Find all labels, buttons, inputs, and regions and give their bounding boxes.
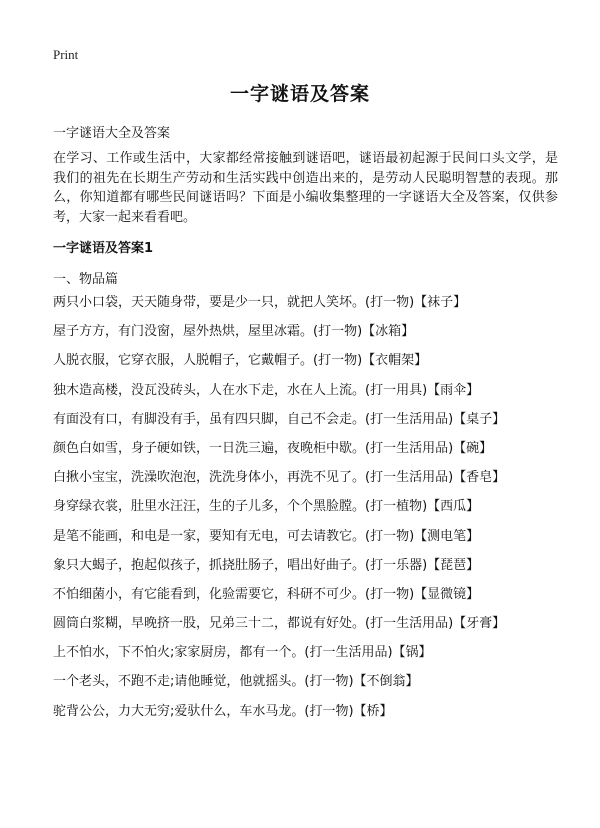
riddle-answer: 【桌子】 bbox=[453, 411, 506, 427]
riddle-text: 驼背公公，力大无穷;爱驮什么，车水马龙。 bbox=[53, 703, 305, 719]
riddle-text: 独木造高楼，没瓦没砖头，人在水下走，水在人上流。 bbox=[53, 382, 366, 398]
page-title: 一字谜语及答案 bbox=[229, 83, 370, 105]
riddle-hint: (打一生活用品) bbox=[365, 616, 454, 632]
riddle-item bbox=[53, 643, 573, 672]
riddle-item bbox=[53, 585, 573, 614]
riddle-item bbox=[53, 468, 573, 497]
riddle-hint: (打一生活用品) bbox=[365, 470, 454, 486]
riddle-answer: 【不倒翁】 bbox=[353, 674, 419, 690]
riddle-text: 象只大蝎子，抱起似孩子，抓挠肚肠子，唱出好曲子。 bbox=[53, 557, 366, 573]
riddle-text: 有面没有口，有脚没有手，虽有四只脚，自己不会走。 bbox=[53, 411, 366, 427]
riddle-text: 圆筒白浆糊，早晚挤一股，兄弟三十二，都说有好处。 bbox=[53, 616, 366, 632]
riddle-hint: (打一物) bbox=[313, 353, 363, 369]
category-heading: 一、物品篇 bbox=[53, 272, 119, 287]
riddle-list bbox=[53, 293, 573, 731]
riddle-hint: (打一生活用品) bbox=[365, 440, 454, 456]
riddle-hint: (打一物) bbox=[304, 674, 354, 690]
riddle-item bbox=[53, 410, 573, 439]
subtitle: 一字谜语大全及答案 bbox=[53, 126, 171, 141]
riddle-text: 一个老头，不跑不走;请他睡觉，他就摇头。 bbox=[53, 674, 305, 690]
riddle-hint: (打一乐器) bbox=[365, 557, 428, 573]
riddle-item bbox=[53, 556, 573, 585]
riddle-item bbox=[53, 381, 573, 410]
riddle-item bbox=[53, 702, 573, 731]
riddle-answer: 【雨伞】 bbox=[427, 382, 480, 398]
riddle-item bbox=[53, 293, 573, 322]
riddle-item bbox=[53, 439, 573, 468]
riddle-hint: (打一物) bbox=[304, 703, 354, 719]
riddle-hint: (打一用具) bbox=[365, 382, 428, 398]
riddle-hint: (打一物) bbox=[313, 324, 363, 340]
riddle-answer: 【测电笔】 bbox=[414, 528, 480, 544]
riddle-answer: 【冰箱】 bbox=[362, 324, 415, 340]
riddle-answer: 【香皂】 bbox=[453, 470, 506, 486]
riddle-text: 颜色白如雪，身子硬如铁，一日洗三遍，夜晚柜中歇。 bbox=[53, 440, 366, 456]
riddle-item bbox=[53, 351, 573, 380]
riddle-text: 白揪小宝宝，洗澡吹泡泡，洗洗身体小，再洗不见了。 bbox=[53, 470, 366, 486]
riddle-text: 人脱衣服，它穿衣服，人脱帽子，它戴帽子。 bbox=[53, 353, 314, 369]
riddle-item bbox=[53, 527, 573, 556]
riddle-answer: 【桥】 bbox=[353, 703, 393, 719]
riddle-text: 不怕细菌小，有它能看到，化验需要它，科研不可少。 bbox=[53, 586, 366, 602]
riddle-answer: 【碗】 bbox=[453, 440, 493, 456]
riddle-text: 身穿绿衣裳，肚里水汪汪，生的子儿多，个个黑脸膛。 bbox=[53, 499, 366, 515]
section-heading: 一字谜语及答案1 bbox=[53, 241, 154, 256]
riddle-item bbox=[53, 672, 573, 701]
riddle-answer: 【琵琶】 bbox=[427, 557, 480, 573]
riddle-answer: 【显微镜】 bbox=[414, 586, 480, 602]
riddle-item bbox=[53, 614, 573, 643]
riddle-hint: (打一生活用品) bbox=[304, 645, 393, 661]
riddle-answer: 【锅】 bbox=[392, 645, 432, 661]
print-link[interactable]: Print bbox=[53, 47, 79, 62]
riddle-hint: (打一物) bbox=[365, 528, 415, 544]
riddle-hint: (打一物) bbox=[365, 586, 415, 602]
riddle-text: 屋子方方，有门没窗，屋外热烘，屋里冰霜。 bbox=[53, 324, 314, 340]
riddle-text: 是笔不能画，和电是一家，要知有无电，可去请教它。 bbox=[53, 528, 366, 544]
riddle-answer: 【西瓜】 bbox=[427, 499, 480, 515]
intro-paragraph: 在学习、工作或生活中，大家都经常接触到谜语吧，谜语最初起源于民间口头文学，是我们的祖先在长期生产劳动和生活实践中创造出来的，是劳动人民聪明智慧的表现。那么，你知道都有哪些民间谜语吗？下面是小编收集整理的一字谜语大全及答案，仅供参考，大家一起来看看吧。 bbox=[53, 151, 558, 225]
riddle-item bbox=[53, 497, 573, 526]
riddle-text: 两只小口袋，天天随身带，要是少一只，就把人笑坏。 bbox=[53, 295, 366, 310]
riddle-item bbox=[53, 322, 573, 351]
riddle-hint: (打一物) bbox=[365, 295, 415, 310]
riddle-answer: 【牙膏】 bbox=[453, 616, 506, 632]
riddle-answer: 【衣帽架】 bbox=[362, 353, 428, 369]
riddle-answer: 【袜子】 bbox=[414, 295, 467, 310]
riddle-text: 上不怕水，下不怕火;家家厨房，都有一个。 bbox=[53, 645, 305, 661]
riddle-hint: (打一生活用品) bbox=[365, 411, 454, 427]
riddle-hint: (打一植物) bbox=[365, 499, 428, 515]
